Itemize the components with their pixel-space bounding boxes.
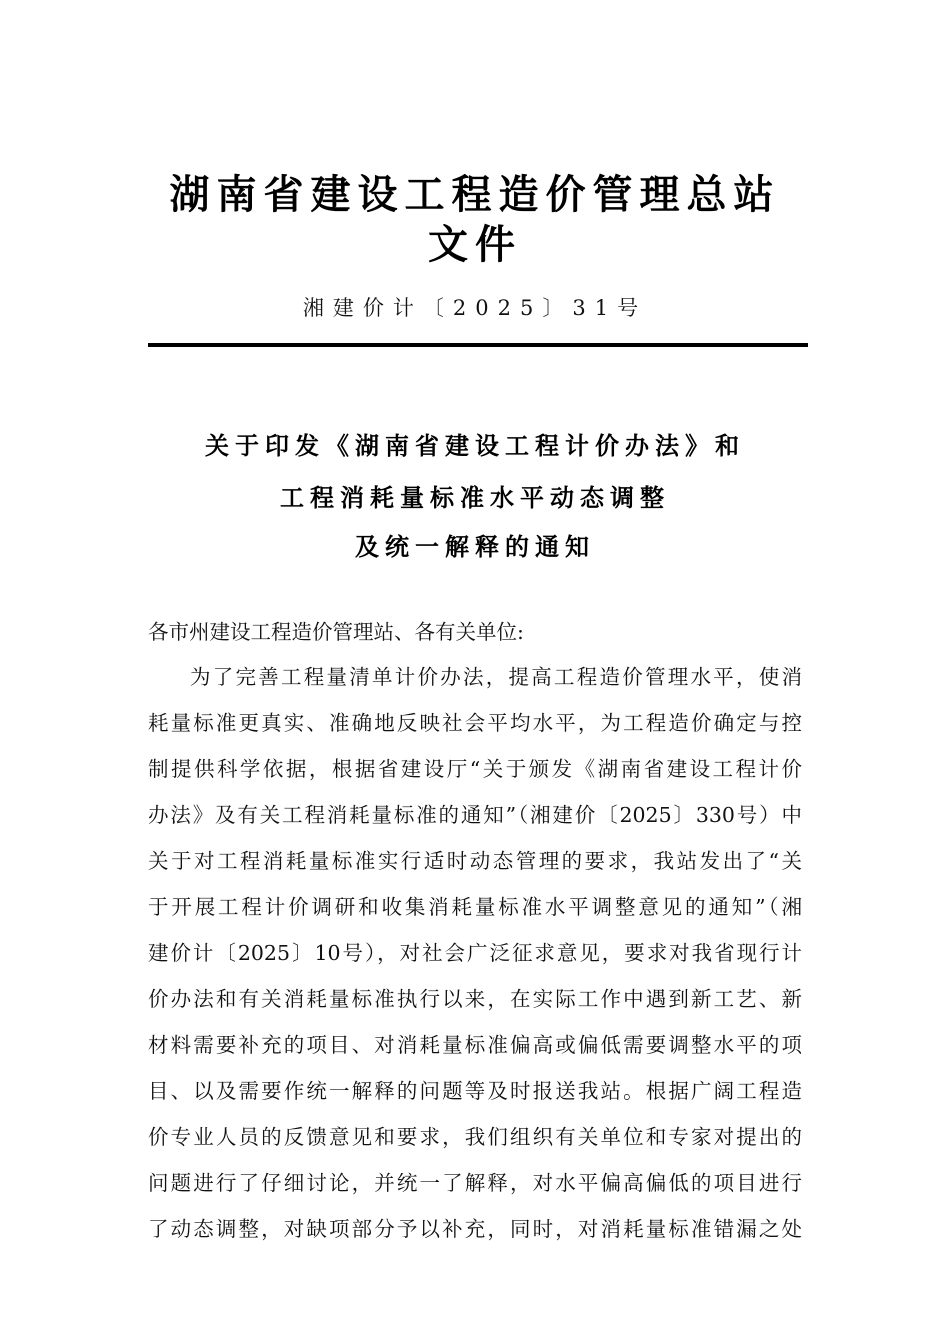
body-line: 制提供科学依据，根据省建设厅“关于颁发《湖南省建设工程计价 [148, 757, 802, 781]
document-title-line-1: 关于印发《湖南省建设工程计价办法》和 [205, 432, 745, 460]
issuer-name: 湖南省建设工程造价管理总站 [169, 172, 781, 218]
body-line: 关于对工程消耗量标准实行适时动态管理的要求，我站发出了“关 [148, 849, 802, 873]
body-line: 问题进行了仔细讨论，并统一了解释，对水平偏高偏低的项目进行 [148, 1171, 802, 1195]
salutation: 各市州建设工程造价管理站、各有关单位: [148, 620, 524, 644]
body-line: 为了完善工程量清单计价办法，提高工程造价管理水平，使消 [190, 665, 802, 689]
body-line: 目、以及需要作统一解释的问题等及时报送我站。根据广阔工程造 [148, 1079, 802, 1103]
body-line: 价专业人员的反馈意见和要求，我们组织有关单位和专家对提出的 [148, 1125, 802, 1149]
body-line: 耗量标准更真实、准确地反映社会平均水平，为工程造价确定与控 [148, 711, 802, 735]
body-line: 材料需要补充的项目、对消耗量标准偏高或偏低需要调整水平的项 [148, 1033, 802, 1057]
issuer-doc-label: 文件 [428, 222, 522, 268]
body-line: 于开展工程计价调研和收集消耗量标准水平调整意见的通知”（湘 [148, 895, 802, 919]
body-line: 价办法和有关消耗量标准执行以来，在实际工作中遇到新工艺、新 [148, 987, 802, 1011]
document-number: 湘建价计〔2025〕31号 [302, 296, 648, 320]
body-line: 了动态调整，对缺项部分予以补充，同时，对消耗量标准错漏之处 [148, 1217, 802, 1241]
body-line: 办法》及有关工程消耗量标准的通知”（湘建价〔2025〕330号）中 [148, 803, 802, 827]
body-line: 建价计〔2025〕10号），对社会广泛征求意见，要求对我省现行计 [148, 941, 802, 965]
document-title-line-2: 工程消耗量标准水平动态调整 [280, 484, 670, 512]
document-title-line-3: 及统一解释的通知 [355, 533, 595, 561]
header-divider [148, 343, 808, 347]
